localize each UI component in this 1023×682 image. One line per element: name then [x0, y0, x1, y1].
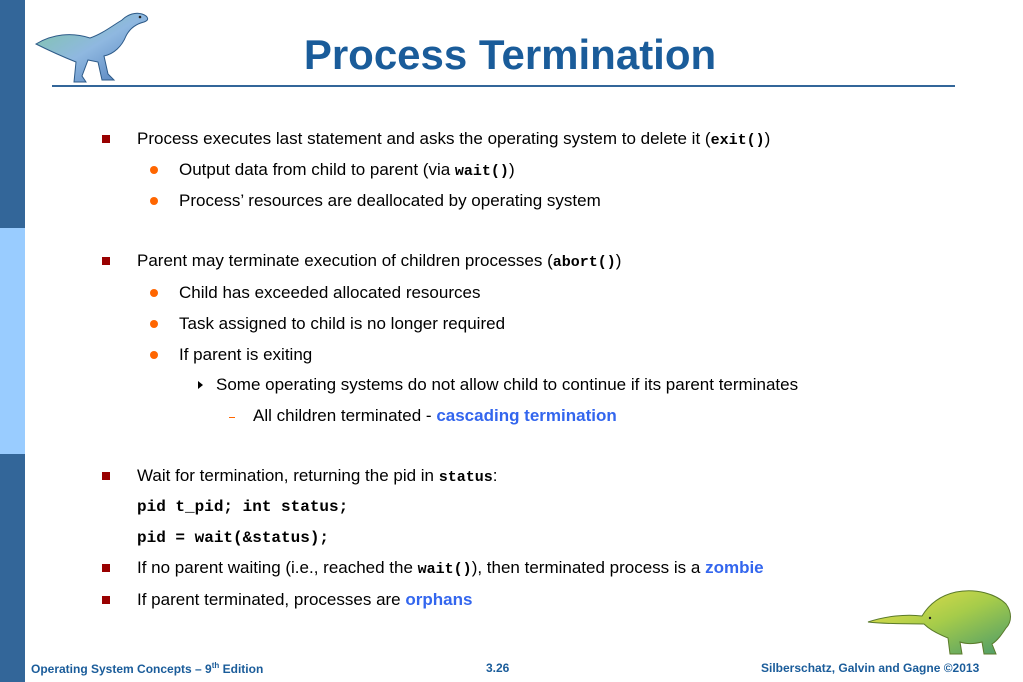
sidebar-top-band — [0, 0, 25, 228]
square-bullet-icon — [102, 564, 110, 572]
bullet-parent-exiting: If parent is exiting — [179, 345, 313, 364]
sidebar-middle-band — [0, 228, 25, 454]
bullet-parent-may-terminate: Parent may terminate execution of children processes (abort()) — [137, 251, 622, 271]
footer-authors: Silberschatz, Galvin and Gagne ©2013 — [761, 661, 980, 675]
footer-book-title: Operating System Concepts – 9th Edition — [31, 661, 264, 676]
bullet-os-no-child-continue: Some operating systems do not allow child to continue if its parent terminates — [216, 375, 799, 394]
bullet-resources-deallocated: Process’ resources are deallocated by operating system — [179, 191, 601, 210]
code-line-declaration: pid t_pid; int status; — [137, 498, 349, 516]
page-title: Process Termination — [303, 31, 717, 78]
round-bullet-icon — [150, 320, 158, 328]
footer-page-number: 3.26 — [486, 661, 510, 675]
bullet-exceeded-resources: Child has exceeded allocated resources — [179, 283, 481, 302]
sidebar-bottom-band — [0, 454, 25, 682]
sidebar — [0, 0, 25, 682]
code-line-wait-call: pid = wait(&status); — [137, 529, 330, 547]
bullet-wait-for-termination: Wait for termination, returning the pid in status: — [137, 466, 498, 486]
square-bullet-icon — [102, 472, 110, 480]
round-bullet-icon — [150, 166, 158, 174]
title-divider — [52, 85, 955, 87]
bullet-zombie: If no parent waiting (i.e., reached the wait()), then terminated process is a zombie — [137, 558, 764, 578]
square-bullet-icon — [102, 596, 110, 604]
round-bullet-icon — [150, 351, 158, 359]
dinosaur-bottom-icon — [866, 578, 1016, 658]
bullet-orphans: If parent terminated, processes are orphans — [137, 590, 473, 609]
round-bullet-icon — [150, 289, 158, 297]
square-bullet-icon — [102, 135, 110, 143]
bullet-output-data: Output data from child to parent (via wait()) — [179, 160, 515, 180]
bullet-cascading-termination: All children terminated - cascading termination — [253, 406, 617, 425]
dash-bullet-icon — [229, 417, 235, 418]
bullet-process-executes: Process executes last statement and asks the operating system to delete it (exit()) — [137, 129, 771, 149]
bullet-task-not-required: Task assigned to child is no longer required — [179, 314, 506, 333]
round-bullet-icon — [150, 197, 158, 205]
square-bullet-icon — [102, 257, 110, 265]
triangle-bullet-icon — [198, 381, 203, 389]
